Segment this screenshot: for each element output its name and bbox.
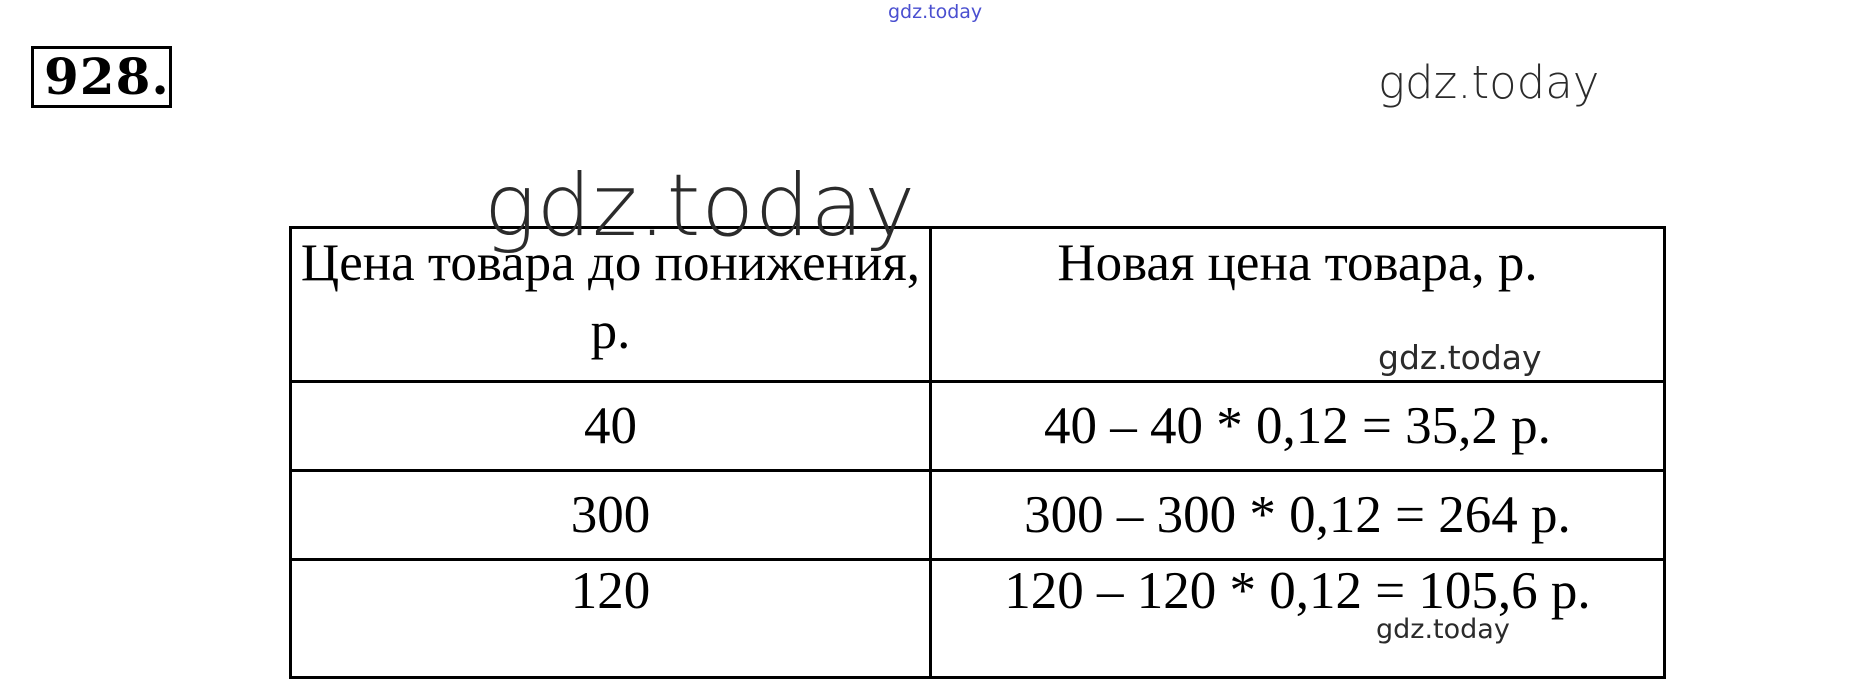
old-price-cell: 300 (291, 471, 931, 560)
old-price-cell: 120 (291, 560, 931, 678)
watermark-cell: gdz.today (1378, 338, 1542, 377)
table-row (291, 382, 1665, 471)
header-old-price: Цена товара до понижения, р. (291, 228, 931, 382)
new-price-cell: 300 – 300 * 0,12 = 264 р. (931, 471, 1665, 560)
price-table (289, 226, 1666, 679)
watermark-top: gdz.today (888, 1, 983, 23)
watermark-large: gdz.today (484, 156, 917, 256)
new-price-cell: 120 – 120 * 0,12 = 105,6 р. (931, 560, 1665, 678)
watermark-bottom: gdz.today (1376, 614, 1510, 645)
watermark-right: gdz.today (1378, 56, 1600, 109)
old-price-cell: 40 (291, 382, 931, 471)
problem-number: 928. (31, 46, 172, 108)
table-row (291, 471, 1665, 560)
new-price-cell: 40 – 40 * 0,12 = 35,2 р. (931, 382, 1665, 471)
header-new-price: Новая цена товара, р. (931, 228, 1665, 382)
